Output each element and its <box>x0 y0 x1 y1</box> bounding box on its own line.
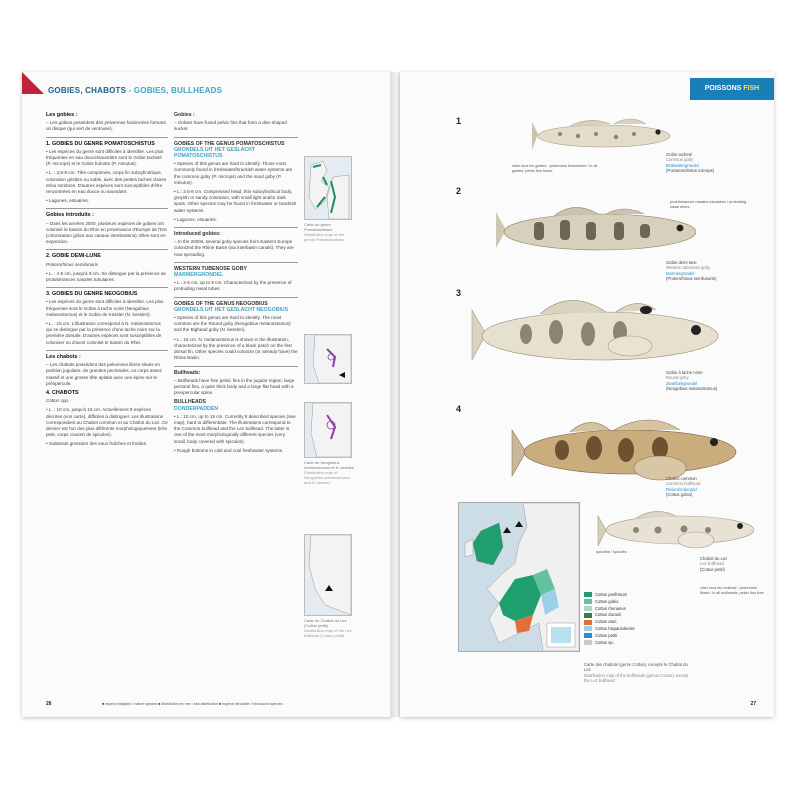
fish-illustration-round-goby <box>470 284 732 380</box>
heading-gobies-fr: Les gobies : <box>46 112 78 118</box>
page-number-left: 26 <box>46 701 52 707</box>
heading-2-nl: MARMERGRONDEL <box>174 272 224 279</box>
corner-marker <box>22 72 44 94</box>
legend-item <box>584 592 635 599</box>
legend-swatch-5 <box>584 626 592 631</box>
divider <box>174 227 298 228</box>
text-3b-fr: • L. : 15 cm. L'illustration correspond à N. melanostomus qui se distingue par la présence d'une tache noire sur la première dorsale. D'autres espèces sont susceptibles de coloniser ou d'avoir colonisé le bassin du Rhin. <box>46 321 162 345</box>
heading-3-fr: 3. GOBIES DU GENRE NEOGOBIUS <box>46 291 138 298</box>
tab-fr: POISSONS <box>704 85 742 92</box>
heading-3-en <box>174 301 298 313</box>
fish-2-nl: Marmergrondel <box>666 270 695 276</box>
heading-4-fr: 4. CHABOTS <box>46 389 79 396</box>
map-caption-4-en: Distribution map of the Lez bullhead (Cottus petiti) <box>304 628 352 638</box>
legend-label-5: Cottus hispaniolensis <box>595 625 635 631</box>
fish-2-en: Western tubenose goby <box>666 265 711 271</box>
section-tab <box>690 78 774 100</box>
sci-4-fr: Cottus spp. <box>46 398 70 404</box>
heading-2-fr: 2. GOBIE DEMI-LUNE <box>46 253 101 260</box>
fish-3-sci: (Neogobius melanostomus) <box>666 386 718 392</box>
text-4-en: • L.: 10 cm, up to 15 cm. Currently 8 described species (see map), hard to differentiate. The illustrations correspond to the Common bullhead and the Lez bullhead. The latter is one of the most morphologically different species (very small, body covered with spicules). <box>174 413 296 444</box>
fish-1-nl: Brakwatergrondel <box>666 162 699 168</box>
fish-label-2 <box>666 260 756 282</box>
fish-number-2: 2 <box>456 186 462 196</box>
heading-1-en <box>174 141 298 160</box>
text-1b-fr: • L. : 3,5-8 cm. Tête comprimée, corps fin subcylindrique, coloration grisâtre ou sable, avec des petites taches claires et/ou sombres. D'autres espèces sont susceptibles d'être rencontrées en eau douce ou saumâtre. <box>46 170 167 195</box>
heading-2-en <box>174 266 298 278</box>
text-4-fr: • L. : 10 cm, jusqu'à 15 cm. Actuellement 8 espèces décrites (voir carte), difficiles à distinguer. Les illustrations correspondent au Chabot commun et au Chabot du Lez. Ce dernier est l'un des plus différents morphologiquement (très petit, corps couvert de spicules). <box>46 407 168 438</box>
page-title <box>48 86 222 95</box>
text-chabots-fr: – Les chabots possèdent des pelvennes libres situés en position jugulaire, de grandes pectorales, un corps assez massif et une grosse tête aplatie avec une épine sur le préopercule. <box>46 362 162 386</box>
fish-4-sci: (Cottus gobio) <box>666 492 693 498</box>
map-caption-4 <box>304 618 356 638</box>
legend-swatch-4 <box>584 620 592 625</box>
map-caption-3 <box>304 460 356 485</box>
legend-label-3: Cottus duranii <box>595 612 621 618</box>
english-column <box>174 110 298 457</box>
legend-swatch-0 <box>584 592 592 597</box>
heading-2-en-text: WESTERN TUBENOSE GOBY <box>174 265 247 272</box>
divider <box>46 287 168 288</box>
text-1c-en: • Lagoons, estuaries. <box>174 216 217 222</box>
text-gobies-en: – Gobies have fused pelvic fins that form a disc-shaped sucker. <box>174 120 287 132</box>
heading-intro-en: Introduced gobies: <box>174 231 221 238</box>
map-caption <box>584 662 694 684</box>
fish-1-fr: Gobie tacheté <box>666 152 693 157</box>
fish-5-en: Lez bullhead <box>700 561 724 567</box>
callout-free-pelvic: chez tous les chabots : pelvennes libres / in all bullheads: pelvic fins free <box>700 586 764 595</box>
page-number-right: 27 <box>750 701 756 707</box>
fish-label-4 <box>666 476 756 498</box>
heading-3-nl: GRONDELS UIT HET GESLACHT NEOGOBIUS <box>174 306 289 313</box>
map-caption-1 <box>304 222 356 242</box>
callout-nasal-tubes: protubérances nasales tubulaires / protruding nasal tubes <box>670 200 747 209</box>
text-1-fr: • Les espèces du genre sont difficiles à identifier. Les plus fréquentes en eau douce/saumâtre sont le Gobie tacheté (P. microps) et le Gobie buhotte (P. minutus). <box>46 148 164 167</box>
fish-2-fr: Gobie demi-lune <box>666 260 697 265</box>
heading-gobies-en: Gobies : <box>174 112 195 118</box>
text-bull-en: – Bullheads have free pelvic fins in the jugular region, large pectoral fins, a quite thick body and a large flat head with a preopercular spine. <box>174 377 295 396</box>
legend-swatch-2 <box>584 606 592 611</box>
text-gobies-fr: – Les gobies possèdent des pelvennes fusionnées formant un disque (qui sert de ventouse). <box>46 120 166 132</box>
map-caption-en: Distribution map of the bullheads (genus Cottus), except the Lez bullhead <box>584 672 689 684</box>
legend-label-1: Cottus gobio <box>595 598 619 604</box>
heading-chabots-fr: Les chabots : <box>46 353 81 360</box>
legend-swatch-3 <box>584 613 592 618</box>
legend-swatch-6 <box>584 633 592 638</box>
map-pomatoschistus <box>304 156 352 220</box>
fish-number-4: 4 <box>456 404 462 414</box>
french-column <box>46 110 168 451</box>
map-caption-3-fr: Carte de Neogobius melanostomus et N. kessleri <box>304 460 355 470</box>
fish-1-sci: (Pomatoschistus microps) <box>666 168 715 174</box>
divider <box>174 297 298 298</box>
map-caption-3-en: Distribution map of Neogobius melanostomus and N. kessleri <box>304 470 351 485</box>
text-1-en: • Species of this genus are hard to identify. Those most commonly found in freshwater/brackish water systems are the common goby (P. microps) and the sand goby (P. minutus). <box>174 161 293 185</box>
callout-fused-pelvic: chez tous les gobies : pelvennes fusionnées / in all gobies: pelvic fins fused <box>512 164 598 173</box>
legend-label-0: Cottus perifretum <box>595 592 628 597</box>
heading-1-nl: GRONDELS UIT HET GESLACHT POMATOSCHISTUS <box>174 146 255 160</box>
heading-bull-en: Bullheads: <box>174 369 201 376</box>
map-caption-fr: Carte des chabots (genre Cottus), excepté le Chabot du Lez <box>584 662 688 673</box>
title-en: - GOBIES, BULLHEADS <box>128 86 223 95</box>
heading-4-nl: DONDERPADDEN <box>174 405 218 412</box>
text-3-en: • Species of this genus are hard to identify. The most common are the Round goby (Neogobius melanostomus) and the Bighead goby (N. kessleri). <box>174 315 291 333</box>
map-caption-4-fr: Carte du Chabot du Lez (Cottus petiti) <box>304 618 347 628</box>
legend-item <box>584 619 635 626</box>
text-3b-en: • L.: 15 cm. N. melanostomus is shown in the illustration, characterized by the presence of a black patch on the first dorsal fin. Other species could colonize (or already have) the Rhine Basin. <box>174 336 298 361</box>
text-2-fr: • L. : 4-5 cm, jusqu'à 9 cm. Se distingue par la présence de protubérances nasales tubulaires. <box>46 270 166 283</box>
fish-label-3 <box>666 370 756 392</box>
legend-label-7: Cottus sp. <box>595 639 614 645</box>
fish-label-5 <box>700 556 766 572</box>
fish-4-en: Common bullhead <box>666 481 700 487</box>
fish-5-fr: Chabot du Lez <box>700 556 728 561</box>
map-caption-1-fr: Carte du genre Pomatoschistus <box>304 222 333 232</box>
sci-2-fr: Proterorhinus semilunaris <box>46 261 99 267</box>
divider <box>174 137 298 138</box>
bullhead-distribution-map <box>458 502 580 652</box>
text-intro-en: – In the 2000s, several goby species from Eastern Europe colonized the Rhine Basin (via interbasin canals). They are now spreading. <box>174 239 294 257</box>
text-1c-fr: • Lagunes, estuaires. <box>46 198 89 204</box>
footer-legend: ■ espèce indigène / native species ■ distribution en mer / sea distribution ■ espèce introduite / introduced species <box>102 702 283 706</box>
text-intro-fr: – Dans les années 2000, plusieurs espèces de gobies ont colonisé le bassin du Rhin en provenance d'Europe de l'Est (colonisation grâce aux canaux interbassins). Elles sont en expansion. <box>46 220 167 245</box>
legend-item <box>584 633 635 640</box>
heading-3-en-text: GOBIES OF THE GENUS NEOGOBIUS <box>174 300 268 307</box>
map-lez-bullhead <box>304 534 352 616</box>
heading-intro-fr: Gobies introduits : <box>46 212 94 219</box>
legend-swatch-1 <box>584 599 592 604</box>
text-1b-en: • L.: 3.5-8 cm. Compressed head, thin subcylindrical body, greyish or sandy coloration, with small light and/or dark spots. Other species may be found in freshwater or brackish water systems. <box>174 189 297 213</box>
divider <box>174 366 298 367</box>
heading-4-en <box>174 399 298 411</box>
legend-label-4: Cottus aturi <box>595 619 617 625</box>
fish-4-nl: Rivierdonderpad <box>666 486 697 492</box>
heading-1-fr: 1. GOBIES DU GENRE POMATOSCHISTUS <box>46 140 155 147</box>
fish-3-nl: Zwartbekgrondel <box>666 380 698 386</box>
fish-1-en: Common goby <box>666 157 694 163</box>
map-tubenose <box>304 334 352 384</box>
legend-label-6: Cottus petiti <box>595 632 618 638</box>
fish-label-1 <box>666 152 756 174</box>
legend-item <box>584 626 635 633</box>
text-4b-en: • Rough bottoms in cold and cool freshwater systems. <box>174 447 284 453</box>
divider <box>174 262 298 263</box>
fish-3-fr: Gobie à tache noire <box>666 370 703 375</box>
map-legend <box>584 592 635 646</box>
divider <box>46 350 168 351</box>
text-4b-fr: • Substrats grossiers des eaux fraîches et froides. <box>46 441 148 447</box>
heading-1-en-text: GOBIES OF THE GENUS POMATOSCHISTUS <box>174 140 285 147</box>
divider <box>46 249 168 250</box>
map-neogobius <box>304 402 352 458</box>
legend-item <box>584 599 635 606</box>
tab-en: FISH <box>743 85 760 92</box>
callout-spicules: spicules / spicules <box>596 550 627 554</box>
legend-item <box>584 612 635 619</box>
divider <box>46 208 168 209</box>
fish-number-1: 1 <box>456 116 462 126</box>
heading-4-en-text: BULLHEADS <box>174 399 206 406</box>
text-2-en: • L.: 4-5 cm, up to 9 cm. Characterized by the presence of protruding nasal tubes. <box>174 280 292 292</box>
legend-label-2: Cottus rhenanus <box>595 605 626 611</box>
text-3-fr: • Les espèces du genre sont difficiles à identifier. Les plus fréquentes sont le Gobie à tache noire (Neogobius melanostomus) et le Gobie de Kessler (N. kessleri). <box>46 299 164 317</box>
fish-4-fr: Chabot commun <box>666 476 697 481</box>
right-page <box>400 72 774 717</box>
fish-number-3: 3 <box>456 288 462 298</box>
legend-item <box>584 640 635 647</box>
book-spread <box>22 72 774 717</box>
left-page <box>22 72 392 717</box>
fish-5-sci: (Cottus petiti) <box>700 566 725 572</box>
map-caption-1-en: Distribution map of the genus Pomatoschistus <box>304 232 345 242</box>
fish-2-sci: (Proterorhinus semilunaris) <box>666 276 717 282</box>
legend-item <box>584 606 635 613</box>
divider <box>46 137 168 138</box>
fish-3-en: Round goby <box>666 375 689 381</box>
title-fr: GOBIES, CHABOTS <box>48 86 127 95</box>
legend-swatch-7 <box>584 640 592 645</box>
